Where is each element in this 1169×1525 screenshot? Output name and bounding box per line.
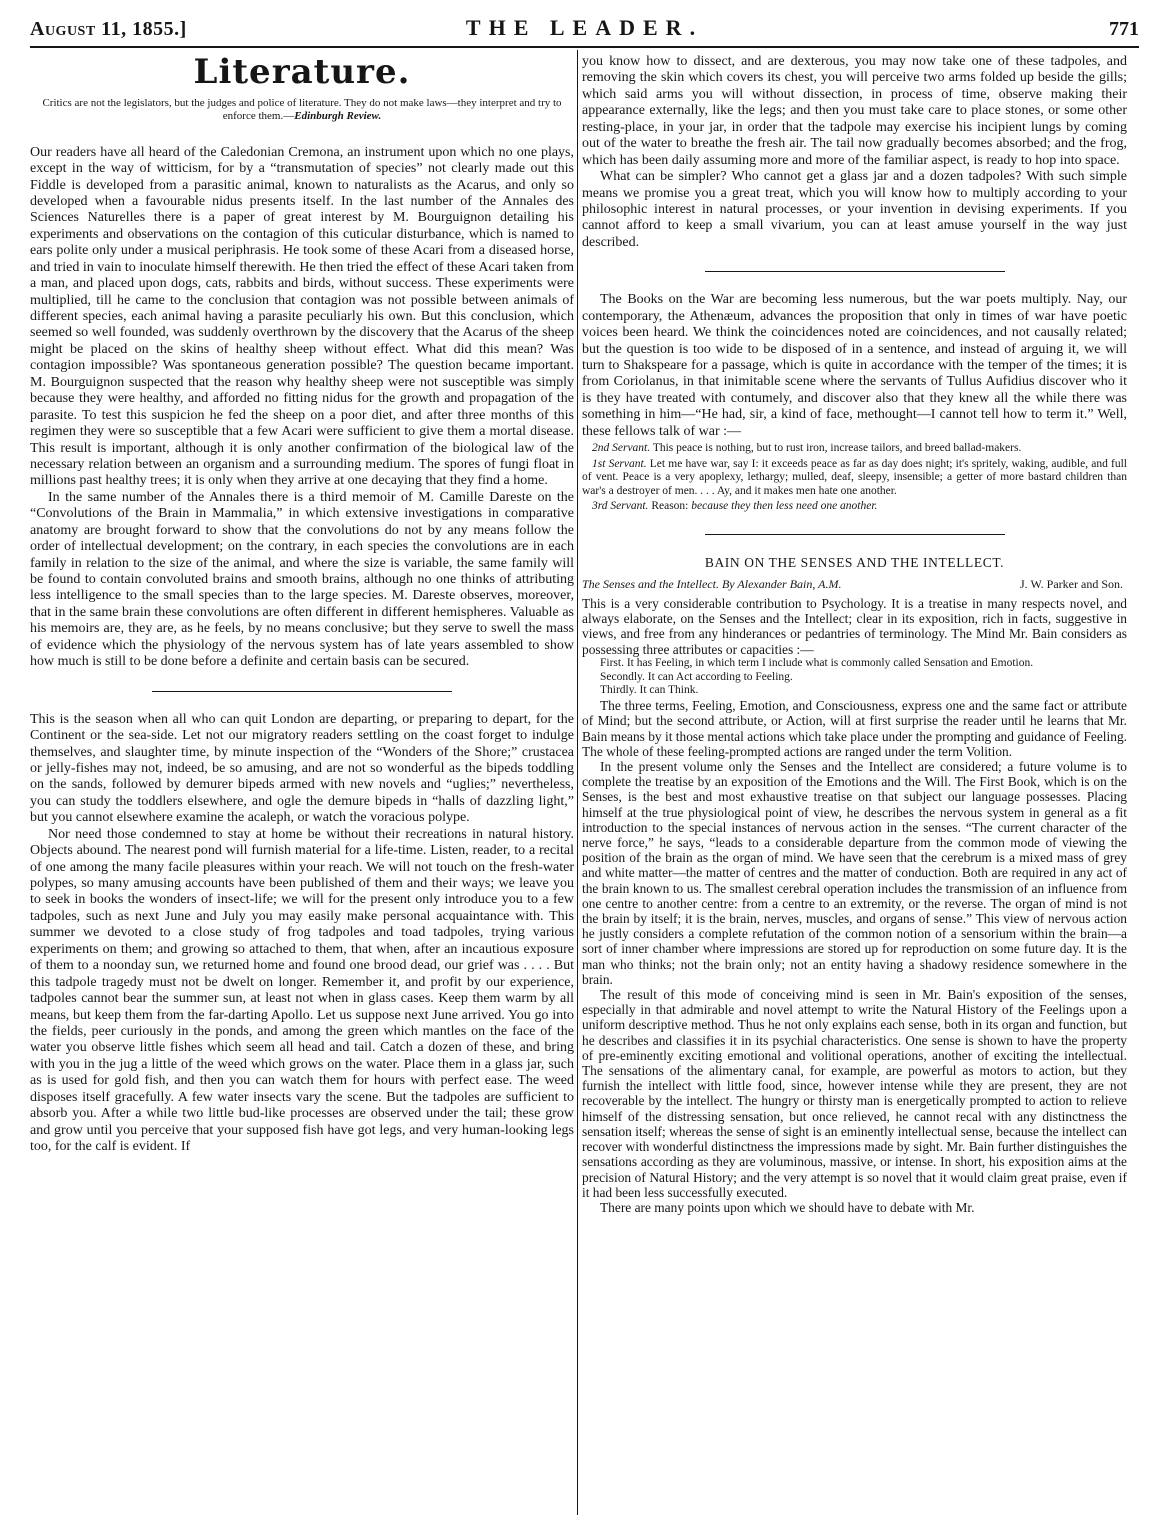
quote-text: Let me have war, say I: it exceeds peace as far as day does night; it's spritely, waking, audible, and full of vent. Peace is a very apoplexy, lethargy; mulled, deaf, sleepy, insensible; a getter of more bastard children than war's a destroyer of men. . . . Ay, and it makes men hate one another. xyxy=(582,457,1127,497)
motto-source: Edinburgh Review. xyxy=(294,110,382,123)
quote-speaker: 1st Servant. xyxy=(592,457,647,470)
masthead xyxy=(30,8,1139,48)
section-motto xyxy=(38,97,566,122)
play-quote xyxy=(582,500,1127,514)
section-divider xyxy=(705,271,1005,272)
list-item: First. It has Feeling, in which term I include what is commonly called Sensation and Emotion. xyxy=(600,656,1034,669)
quote-text: Reason: xyxy=(651,500,689,513)
list-item: Secondly. It can Act according to Feeling. xyxy=(600,670,793,683)
review-book: The Senses and the Intellect. By Alexander Bain, A.M. xyxy=(582,577,842,591)
play-quote xyxy=(582,458,1127,499)
article-paragraph: This is the season when all who can quit London are departing, or preparing to depart, for the Continent or the sea-side. Let not our migratory readers settling on the coast forget to indulge themselves, and slaughter time, by minute inspection of the “Wonders of the Shore;” crustacea or jelly-fishes may not, indeed, be so amusing, and are not so wonderful as the bipeds toddling on the sands, followed by demurer bipeds armed with new novels and “uglies;” nevertheless, you can study the toddlers elsewhere, and ogle the demure bipeds in “halls of dazzling light,” but you cannot elsewhere examine the acaleph, or watch the voracious polype. xyxy=(30,711,574,826)
section-divider xyxy=(705,534,1005,535)
article-paragraph: There are many points upon which we should have to debate with Mr. xyxy=(600,1199,975,1215)
motto-text: Critics are not the legislators, but the judges and police of literature. They do not make laws—they interpret and try to enforce them.— xyxy=(42,97,562,123)
section-heading: Literature. xyxy=(193,54,411,92)
issue-date: August 11, 1855.] xyxy=(30,18,187,40)
column-divider xyxy=(577,50,578,1515)
play-quote xyxy=(582,442,1127,456)
section-divider xyxy=(152,691,452,692)
article-paragraph: In the present volume only the Senses and the Intellect are considered; a future volume is to complete the treatise by an exposition of the Emotions and the Will. The First Book, which is on the Senses, is the best and most exhaustive treatise on that subject our language possesses. Placing himself at the true physiological point of view, he describes the nervous system in general as a fit introduction to the special instances of nervous action in the senses. “The current character of the nerve force,” he says, “leads to a considerable departure from the common mode of viewing the position of the brain as the organ of mind. We have seen that the cerebrum is a mixed mass of grey and white matter—the matter of centres and the matter of conduction. Both are required in any act of the brain known to us. The smallest cerebral operation includes the transmission of an influence from one centre to another centre: from a centre to an extremity, or the reverse. The organ of mind is not the brain by itself; it is the brain, nerves, muscles, and organs of sense.” This view of nervous action he justly considers a complete refutation of the common notion of a sensorium within the brain—a sort of inner chamber where impressions are stored up for reproduction on some future day. It is the man who thinks; not the brain only; not an entity having a shadowy residence somewhere in the brain. xyxy=(582,759,1127,987)
article-paragraph: Nor need those condemned to stay at home be without their recreations in natural history. Objects abound. The nearest pond will furnish material for a life-time. Listen, reader, to a recital of one among the many facile pleasures within your reach. We will not touch on the fresh-water polypes, so many amusing accounts have been published of them and their ways; we leave you to seek in books the wonders of insect-life; we will for the present only introduce you to a few tadpoles, such as next June and July you may easily make personal acquaintance with. This summer we devoted to a close study of frog tadpoles and toad tadpoles, trying various experiments on them; and growing so attached to them, that when, after an incautious exposure of them to a noonday sun, we returned home and found one brood dead, our grief was . . . . But this tadpole tragedy must not be dwelt on longer. Remember it, and profit by our experience, tadpoles cannot bear the summer sun, at least not when in glass cases. Keep them warm by all means, but keep them from the far-darting Apollo. Let us suppose next June arrived. You go into the fields, peer curiously in the ponds, and among the green which mantles on the face of the water you observe little fishes which seem all head and tail. Catch a dozen of these, and bring with you in the jug a little of the weed which grows on the water. Place them in a glass jar, such as is used for gold fish, and then you can watch them for hours with perfect ease. The weed disposes itself gracefully. A few water insects vary the scene. But the tadpoles are sufficient to absorb you. After a while two little bud-like processes are observed under the tail; these grow and grow until you perceive that your supposed fish have got legs, and very human-looking legs too, for the calf is evident. If xyxy=(30,826,574,1155)
article-paragraph: The result of this mode of conceiving mind is seen in Mr. Bain's exposition of the senses, especially in that admirable and novel attempt to write the Natural History of the Feelings upon a uniform descriptive method. Thus he not only explains each sense, both in its organ and function, but he describes and classifies it in its psychial characteristics. One sense is shown to have the property of pre-eminently exciting emotional and volitional operations, another of exciting the intellectual. The sensations of the alimentary canal, for example, are powerful as motors to action, but they furnish the intellect with little food, since, however intense while they are present, they are not recoverable by the intellect. The hungry or thirsty man is energetically prompted to action to relieve himself of the distressing sensation, but once relieved, he cannot recal with any distinctness the sensation itself; whereas the sense of sight is an eminently intellectual sense, because the intellect can recover with wonderful distinctness the impressions made by sight. Mr. Bain further distinguishes the sensations according as they are voluminous, massive, or intense. In short, his exposition aims at the precision of Natural History; and the very attempt is so novel that it would claim great praise, even if it had been less successfully executed. xyxy=(582,987,1127,1200)
quote-speaker: 3rd Servant. xyxy=(592,500,649,513)
article-paragraph: The Books on the War are becoming less numerous, but the war poets multiply. Nay, our contemporary, the Athenæum, advances the proposition that only in times of war have poetic voices been heard. We think the coincidences noted are coincidences, and not causally related; but the question is too wide to be disposed of in a sentence, and instead of arguing it, we will turn to Shakspeare for a passage, which is quite in accordance with the temper of the times; it is from Coriolanus, in that inimitable scene where the servants of Tullus Aufidius discover who it is they have treated with contumely, and discover also that they knew all the while there was something in him—“He had, sir, a kind of face, methought—I cannot tell how to term it.” Well, these fellows talk of war :— xyxy=(582,292,1127,439)
newspaper-title: THE LEADER. xyxy=(465,15,704,40)
list-item: Thirdly. It can Think. xyxy=(600,684,699,697)
article-paragraph: This is a very considerable contribution to Psychology. It is a treatise in many respects novel, and always elaborate, on the Senses and the Intellect; clear in its exposition, rich in facts, suggestive in views, and free from any hinderances or pedantries of terminology. The Mind Mr. Bain considers as possessing three attributes or capacities :— xyxy=(582,596,1127,657)
right-column xyxy=(582,54,1127,1517)
article-paragraph: you know how to dissect, and are dexterous, you may now take one of these tadpoles, and removing the skin which covers its chest, you will perceive two arms folded up beside the gills; which said arms you will without dissection, in process of time, observe making their appearance externally, like the legs; and then you must take care to place stones, or some other resting-place, in your jar, in order that the tadpole may exercise his incipient lungs by coming out of the water to breathe the fresh air. The tail now gradually becomes absorbed; and the frog, which has been daily assuming more and more of the familiar aspect, is ready to hop into space. xyxy=(582,54,1127,168)
review-publisher: J. W. Parker and Son. xyxy=(1020,577,1123,591)
review-title: BAIN ON THE SENSES AND THE INTELLECT. xyxy=(704,555,1005,570)
quote-text: This peace is nothing, but to rust iron, increase tailors, and breed ballad-makers. xyxy=(652,442,1022,455)
left-column xyxy=(30,54,574,1517)
article-paragraph: Our readers have all heard of the Caledonian Cremona, an instrument upon which no one plays, except in the way of witticism, for by a “transmutation of species” not clearly made out this Fiddle is developed from a parasitic animal, known to naturalists as the Acarus, and only so developed when a favourable nidus presents itself. In the last number of the Annales des Sciences Naturelles there is a paper of great interest by M. Bourguignon detailing his experiments and observations on the contagion of this cuticular disturbance, which is named to ears polite only under a musical periphrasis. He took some of these Acari from a diseased horse, and tried in vain to inoculate himself therewith. He then tried the effect of these Acari taken from a man, and placed upon dogs, cats, rabbits and birds, without success. These experiments were multiplied, till he came to the conclusion that contagion was not possible between animals of different species, each animal having a parasite peculiarly his own. But this conclusion, which seemed so well founded, was suddenly overthrown by the discovery that the Acarus of the sheep might be placed on the skins of healthy sheep without effect. What did this mean? Was contagion impossible? Was spontaneous generation possible? The question became important. M. Bourguignon suspected that the reason why healthy sheep were not susceptible was simply because they were healthy, and afforded no fitting nidus for the growth and propagation of the parasite. To test this suspicion he fed the sheep on a poor diet, and after three months of this regimen they were so susceptible that a few Acari were sufficient to give them a mortal disease. This result is important, although it is only another confirmation of the biological law of the necessary relation between an organism and a surrounding medium. The spores of fungi float in millions past healthy trees; it is only when they arrive at one decaying that they find a home. xyxy=(30,144,574,489)
page-number: 771 xyxy=(1109,18,1139,40)
article-paragraph: What can be simpler? Who cannot get a glass jar and a dozen tadpoles? With such simple means we promise you a great treat, which you will know how to multiply according to your philosophic interest in natural processes, or your invention in devising experiments. If you cannot afford to keep a small vivarium, you can at least amuse yourself in the way just described. xyxy=(582,169,1127,250)
review-book-line xyxy=(582,577,1123,592)
article-paragraph: The three terms, Feeling, Emotion, and Consciousness, express one and the same fact or attribute of Mind; but the second attribute, or Action, will at first surprise the reader until he learns that Mr. Bain means by it those mental actions which take place under the prompting and guidance of Feeling. The whole of these feeling-prompted actions are ranged under the term Volition. xyxy=(582,698,1127,759)
quote-speaker: 2nd Servant. xyxy=(592,442,651,455)
quote-emphasis: because they then less need one another. xyxy=(691,500,878,513)
article-paragraph: In the same number of the Annales there is a third memoir of M. Camille Dareste on the “Convolutions of the Brain in Mammalia,” in which extensive investigations in comparative anatomy are brought forward to show that the convolutions do not by any means follow the order of intellectual development; on the contrary, in each species the convolutions are in each family in relation to the size of the animal, and where the size is variable, the same family will be found to contain convoluted brains and smooth brains, although no one thinks of attributing less intelligence to the small species than to the large species. M. Dareste observes, moreover, that in the same brain these convolutions are often different in different hemispheres. Valuable as his memoirs are, they are, as he feels, by no means conclusive; but they serve to swell the mass of evidence which the physiology of the nervous system has of late years assembled to show how much is still to be done before a definite and certain basis can be secured. xyxy=(30,489,574,670)
